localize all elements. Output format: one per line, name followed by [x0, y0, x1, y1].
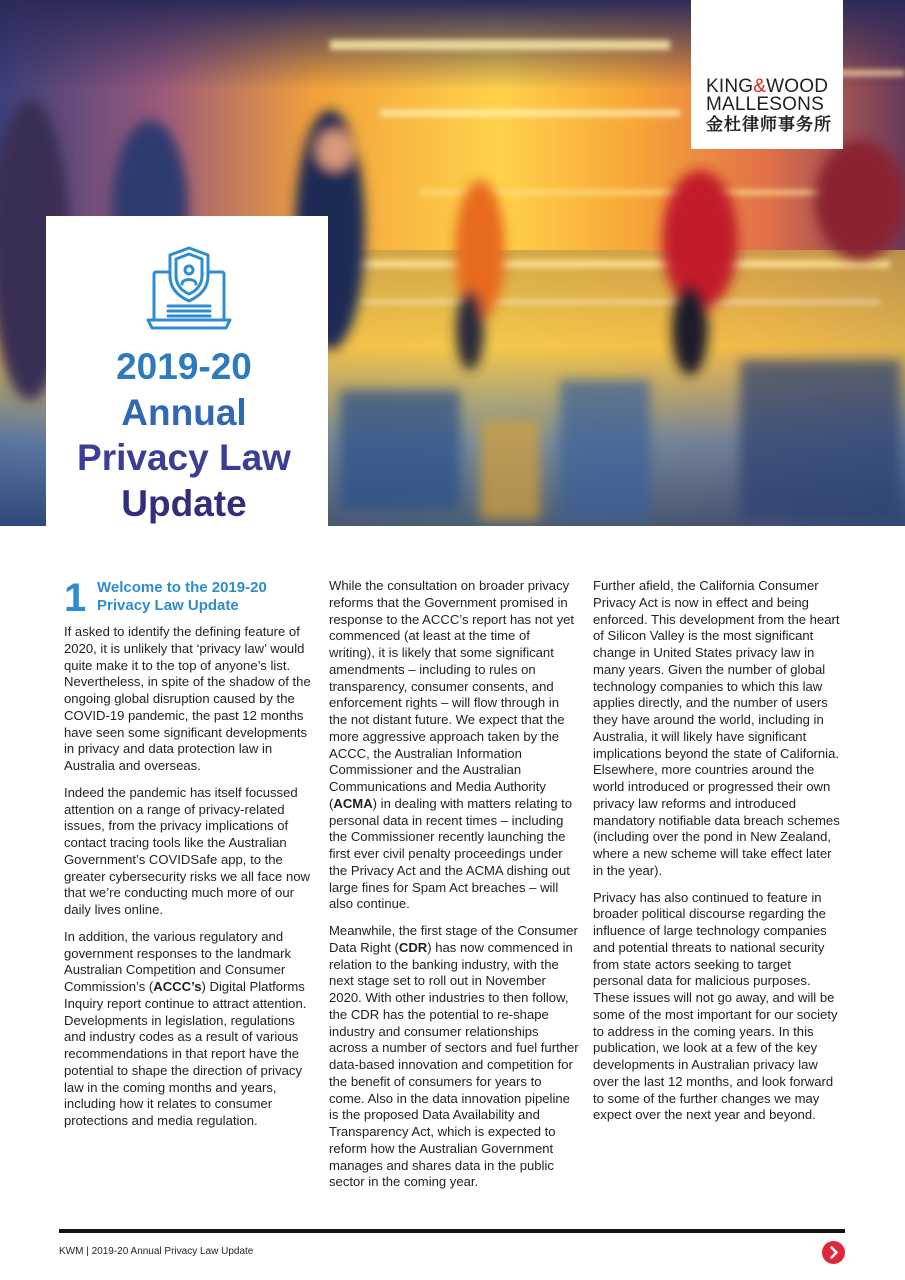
logo-line-1: KING&WOOD	[706, 76, 829, 97]
title-line-1: 2019-20	[116, 346, 252, 387]
paragraph: If asked to identify the defining feature of 2020, it is unlikely that ‘privacy law’ would quite make it to the top of anyone’s list. Nevertheless, in spite of the shadow of the ongoing global disruption caused by the COVID-19 pandemic, the past 12 months have seen some significant developments in privacy and data protection law in Australia and overseas.	[64, 624, 311, 773]
shield-laptop-icon	[146, 246, 232, 337]
paragraph: Meanwhile, the first stage of the Consumer Data Right (CDR) has now commenced in relation to the banking industry, with the next stage set to roll out in November 2020. With other industries to then follow, the CDR has the potential to re-shape industry and consumer relationships across a number of sectors and fuel further data-based innovation and competition for the benefit of consumers for years to come. Also in the data innovation pipeline is the proposed Data Availability and Transparency Act, which is expected to reform how the Australian Government manages and shares data in the public sector in the coming year.	[329, 923, 579, 1190]
title-line-3: Privacy Law	[77, 437, 291, 478]
body-column-3	[593, 578, 843, 1134]
logo-line-2: MALLESONS	[706, 94, 824, 115]
kwm-logo	[691, 0, 843, 149]
logo-chinese-name: 金杜律师事务所	[706, 115, 832, 135]
paragraph: Privacy has also continued to feature in broader political discourse regarding the influence of large technology companies and potential threats to national security from state actors seeking to target personal data for malicious purposes. These issues will not go away, and will be some of the most important for our society to address in the coming years. In this publication, we look at a few of the key developments in Australian privacy law over the last 12 months, and look forward to some of the further changes we may expect over the next year and beyond.	[593, 889, 838, 1123]
chevron-right-icon	[822, 1241, 845, 1264]
footer-rule	[59, 1229, 845, 1233]
paragraph: Further afield, the California Consumer Privacy Act is now in effect and being enforced. This development from the heart of Silicon Valley is the most significant change in United States privacy law in many years. Given the number of global technology companies to which this law applies directly, and the number of users they have around the world, including in Australia, it will likely have significant implications beyond the state of California. Elsewhere, more countries around the world introduced or progressed their own privacy law reforms and introduced mandatory notifiable data breach schemes (including over the pond in New Zealand, where a new scheme will take effect later in the year).	[593, 578, 840, 878]
title-panel	[46, 216, 328, 526]
paragraph: Indeed the pandemic has itself focussed attention on a range of privacy-related issues, from the privacy implications of contact tracing tools like the Australian Government’s COVIDSafe app, to the greater cybersecurity risks we all face now that we’re conducting much more of our daily lives online.	[64, 784, 310, 917]
paragraph: While the consultation on broader privacy reforms that the Government promised in response to the ACCC’s report has not yet commenced (at least at the time of writing), it is likely that some significant amendments – including to rules on transparency, consumer consents, and enforcement rights – will flow through in the not distant future. We expect that the more aggressive approach taken by the ACCC, the Australian Information Commissioner and the Australian Communications and Media Authority (ACMA) in dealing with matters relating to personal data in recent times – including the Commissioner recently launching the first ever civil penalty proceedings under the Privacy Act and the ACMA dishing out large fines for Spam Act breaches – will also continue.	[329, 578, 575, 912]
body-column-1	[64, 624, 314, 1140]
body-column-2	[329, 578, 579, 1201]
section-number: 1	[64, 576, 87, 620]
page-title	[46, 344, 322, 526]
title-line-4: Update	[121, 482, 247, 524]
title-line-2: Annual	[121, 391, 247, 433]
section-heading: Welcome to the 2019-20 Privacy Law Update	[97, 579, 267, 614]
paragraph: In addition, the various regulatory and government responses to the landmark Australian Competition and Consumer Commission’s (ACCC’s) Digital Platforms Inquiry report continue to attract attention. Developments in legislation, regulations and industry codes as a result of various recommendations in that report have the potential to shape the direction of privacy law in the coming months and years, including how it relates to consumer protections and media regulation.	[64, 928, 307, 1128]
next-page-button[interactable]	[822, 1241, 845, 1264]
footer-text: KWM | 2019-20 Annual Privacy Law Update	[59, 1246, 254, 1257]
